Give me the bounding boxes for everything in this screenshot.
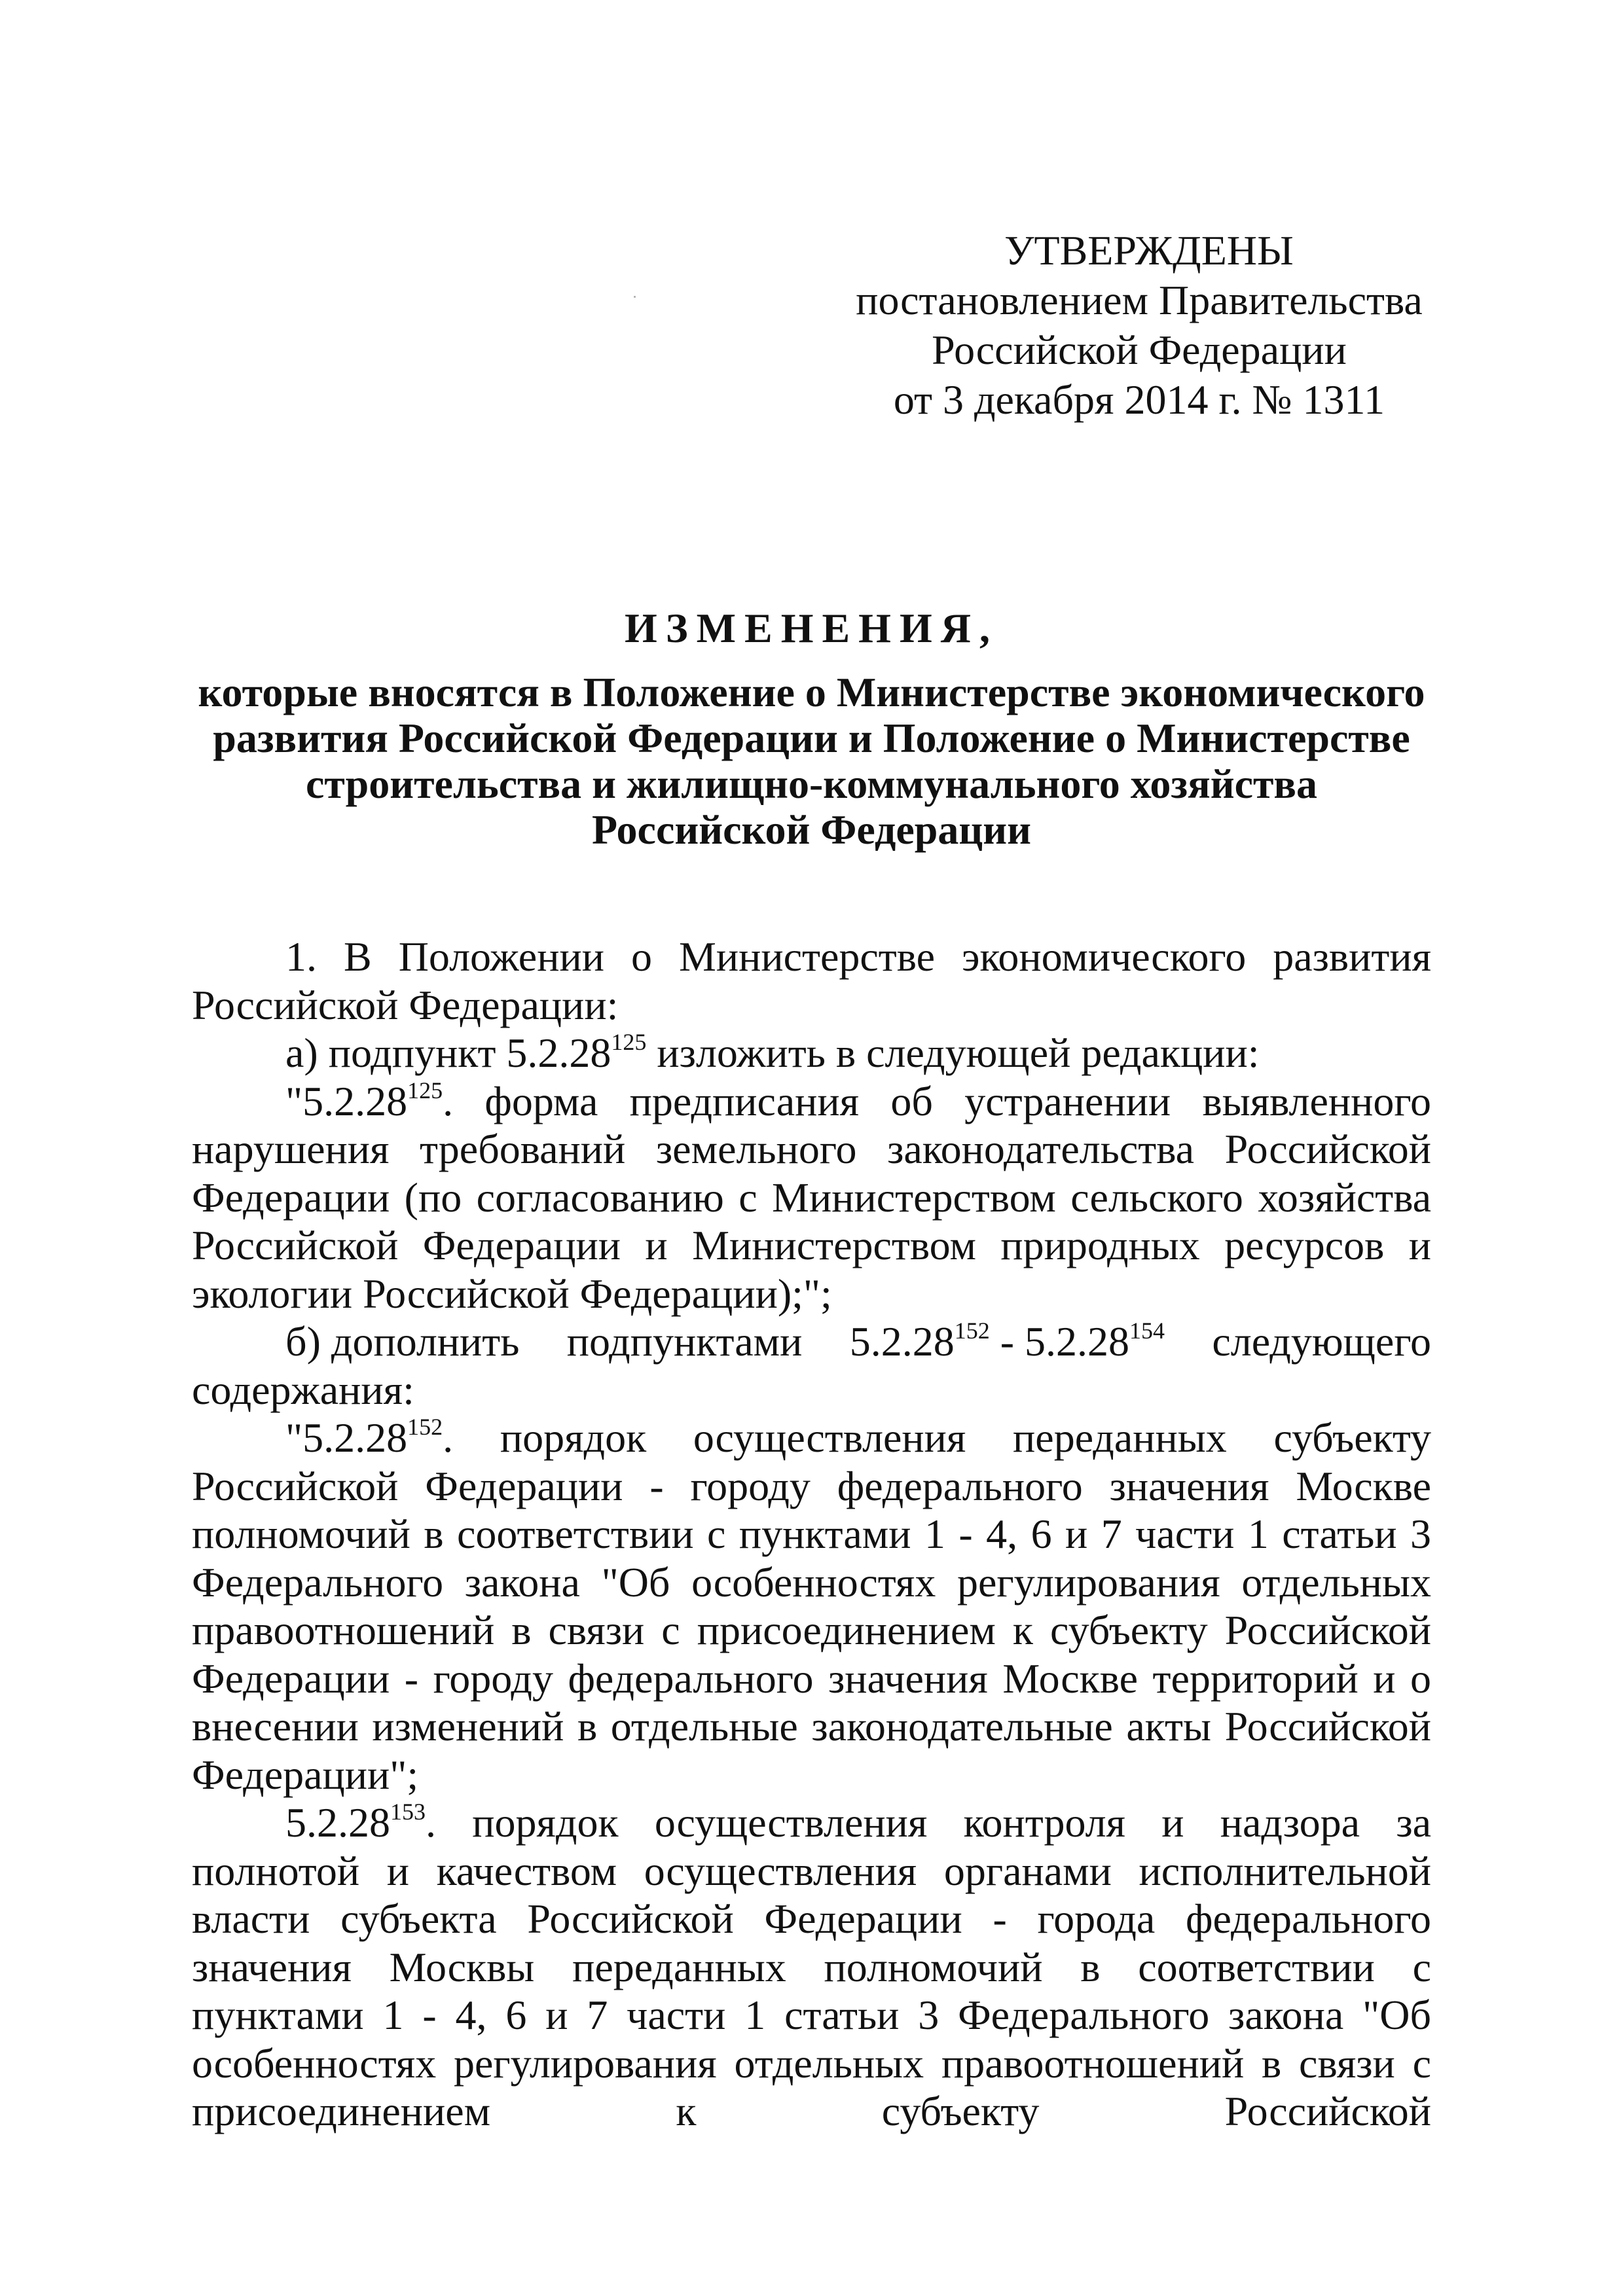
approval-line-federation: Российской Федерации: [932, 327, 1347, 373]
paragraph-1: 1. В Положении о Министерстве экономического развития Российской Федерации:: [192, 933, 1431, 1028]
paragraph-2: [192, 1029, 1431, 1077]
superscript-125: 125: [611, 1029, 647, 1055]
approval-line-decree: постановлением Правительства: [856, 277, 1423, 323]
approval-stamp: [851, 226, 1427, 425]
paragraph-2-text-end: изложить в следующей редакции:: [646, 1030, 1260, 1076]
document-title: [131, 592, 1492, 853]
superscript-125: 125: [407, 1077, 443, 1103]
paragraph-4-range: [850, 1318, 1165, 1366]
superscript-152: 152: [954, 1318, 990, 1344]
paragraph-2-text: а) подпункт 5.2.28: [285, 1030, 611, 1076]
approval-line-approved: УТВЕРЖДЕНЫ: [1004, 227, 1294, 274]
paragraph-5-text: "5.2.28: [285, 1414, 408, 1461]
paragraph-4-continuation: содержания:: [192, 1366, 414, 1413]
paragraph-4-word: б) дополнить: [285, 1318, 520, 1365]
paragraph-5: [192, 1414, 1431, 1799]
range-end: - 5.2.28: [989, 1318, 1130, 1365]
paragraph-4-line: [192, 1318, 1431, 1366]
paragraph-6: [192, 1799, 1431, 2136]
paragraph-4-word: следующего: [1212, 1318, 1431, 1365]
title-heading: ИЗМЕНЕНИЯ,: [625, 605, 998, 651]
superscript-153: 153: [390, 1799, 426, 1825]
paragraph-3-text: "5.2.28: [285, 1077, 408, 1124]
paragraph-6-text-end: . порядок осуществления контроля и надзора за полнотой и качеством осуществления органами исполнительной власти субъекта Российской Федерации - города федерального значения Москвы переданных полномочий в соответствии с пунктами 1 - 4, 6 и 7 части 1 статьи 3 Федерального закона "Об особенностях регулирования отдельных правоотношений в связи с присоединением к субъекту Российской: [192, 1799, 1431, 2134]
document-body: [192, 933, 1431, 2136]
subtitle-line: которые вносятся в Положение о Министерстве экономического: [198, 669, 1425, 715]
paragraph-5-text-end: . порядок осуществления переданных субъекту Российской Федерации - городу федерального значения Москве полномочий в соответствии с пунктами 1 - 4, 6 и 7 части 1 статьи 3 Федерального закона "Об особенностях регулирования отдельных правоотношений в связи с присоединением к субъекту Российской Федерации - городу федерального значения Москве территорий и о внесении изменений в отдельные законодательные акты Российской Федерации";: [192, 1414, 1431, 1798]
subtitle-line: Российской Федерации: [592, 806, 1031, 853]
paragraph-6-text: 5.2.28: [285, 1799, 390, 1846]
subtitle-line: развития Российской Федерации и Положение о Министерстве: [213, 715, 1410, 761]
paragraph-3: [192, 1077, 1431, 1318]
superscript-154: 154: [1129, 1318, 1165, 1344]
approval-line-date-number: от 3 декабря 2014 г. № 1311: [893, 376, 1385, 423]
paragraph-3-text-end: . форма предписания об устранении выявленного нарушения требований земельного законодательства Российской Федерации (по согласованию с Министерством сельского хозяйства Российской Федерации и Министерством природных ресурсов и экологии Российской Федерации);";: [192, 1077, 1431, 1317]
scan-speck: [634, 296, 636, 298]
range-start: 5.2.28: [849, 1318, 955, 1365]
paragraph-4-word: подпунктами: [566, 1318, 803, 1365]
title-subtitle: [131, 670, 1492, 853]
subtitle-line: строительства и жилищно-коммунального хозяйства: [306, 761, 1317, 807]
superscript-152: 152: [407, 1414, 443, 1440]
